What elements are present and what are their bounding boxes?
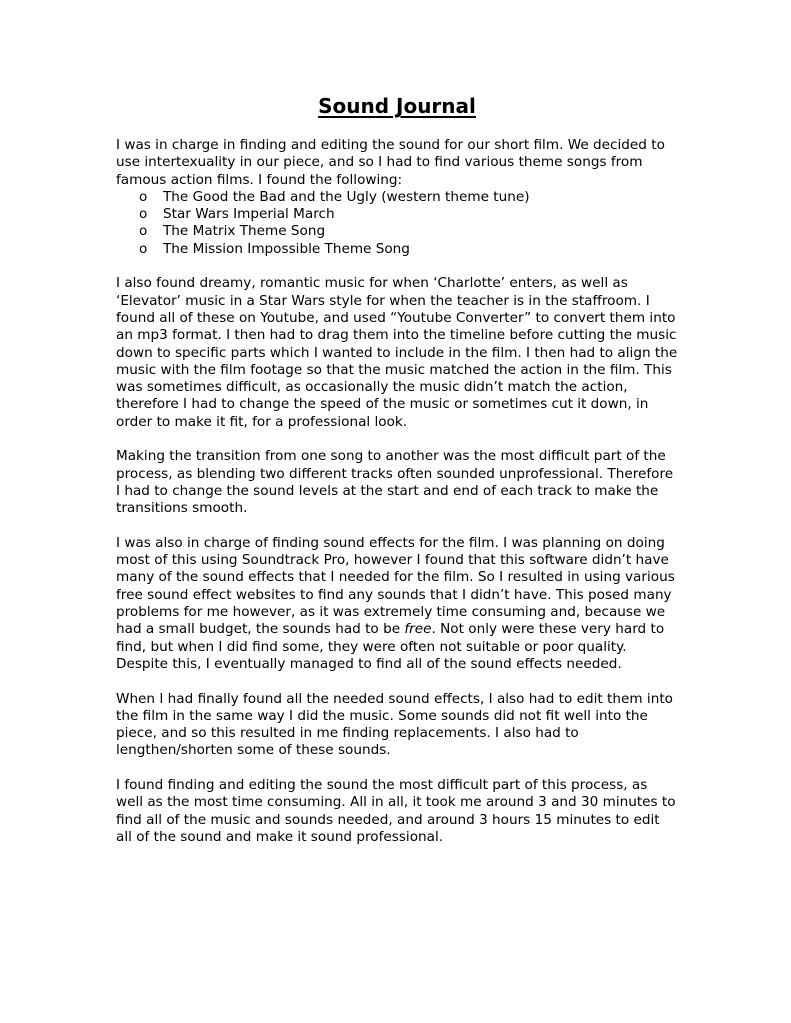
conclusion-paragraph: I found finding and editing the sound the most difficult part of this process, as well as the most time consuming. All in all, it took me around 3 and 30 minutes to find all of the music and sounds needed, and around 3 hours 15 minutes to edit all of the sound and make it sound professional.	[116, 776, 676, 845]
bullet-icon: o	[139, 223, 148, 240]
bullet-icon: o	[139, 188, 148, 205]
list-item	[116, 241, 678, 258]
music-sourcing-paragraph: I also found dreamy, romantic music for when ‘Charlotte’ enters, as well as ‘Elevator’ music in a Star Wars style for when the teacher is in the staffroom. I found all of these on Youtube, and used “Youtube Converter” to convert them into an mp3 format. I then had to drag them into the timeline before cutting the music down to specific parts which I wanted to include in the film. I then had to align the music with the film footage so that the music matched the action in the film. This was sometimes difficult, as occasionally the music didn’t match the action, therefore I had to change the speed of the music or sometimes cut it down, in order to make it fit, for a professional look.	[116, 275, 678, 430]
intro-paragraph: I was in charge in finding and editing the sound for our short film. We decided to use intertexuality in our piece, and so I had to find various theme songs from famous action films. I found the following:	[116, 137, 665, 188]
sound-effects-text-start: I was also in charge of finding sound effects for the film. I was planning on doing most of this using Soundtrack Pro, however I found that this software didn’t have many of the sound effects that I needed for the film. So I resulted in using various free sound effect websites to find any sounds that I didn’t have. This posed many problems for me however, as it was extremely time consuming and, because we had a small budget, the sounds had to be	[116, 534, 675, 638]
theme-song-list	[116, 189, 678, 258]
list-item	[116, 189, 678, 206]
list-item-text: The Mission Impossible Theme Song	[163, 240, 410, 257]
bullet-icon: o	[139, 206, 148, 223]
page-title: Sound Journal	[318, 94, 476, 118]
list-item-text: Star Wars Imperial March	[163, 206, 335, 223]
transition-paragraph: Making the transition from one song to another was the most difficult part of the process, as blending two different tracks often sounded unprofessional. Therefore I had to change the sound levels at the start and end of each track to make the transitions smooth.	[116, 448, 674, 517]
editing-effects-paragraph: When I had finally found all the needed sound effects, I also had to edit them into the film in the same way I did the music. Some sounds did not fit well into the piece, and so this resulted in me finding replacements. I also had to lengthen/shorten some of these sounds.	[116, 690, 673, 759]
list-item	[116, 206, 678, 223]
list-item-text: The Matrix Theme Song	[163, 223, 326, 240]
list-item	[116, 223, 678, 240]
bullet-icon: o	[139, 240, 148, 257]
list-item-text: The Good the Bad and the Ugly (western theme tune)	[163, 188, 530, 205]
document-page	[116, 93, 678, 863]
sound-effects-paragraph	[116, 535, 678, 673]
sound-effects-text-end: . Not only were these very hard to find, but when I did find some, they were often not suitable or poor quality. Despite this, I eventually managed to find all of the sound effects needed.	[116, 621, 665, 672]
emphasis-free: free	[404, 621, 432, 638]
